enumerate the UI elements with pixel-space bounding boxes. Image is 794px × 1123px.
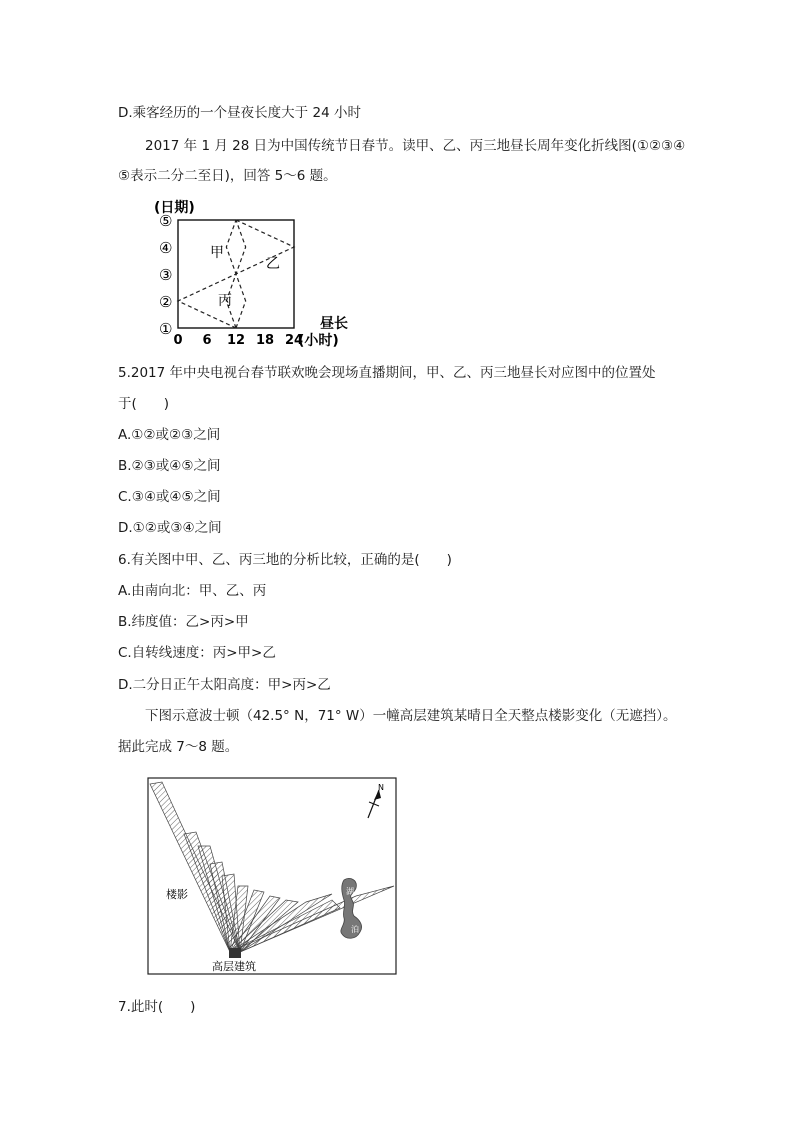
lake-label-2: 泊 (351, 925, 359, 934)
q5-option-a: A.①②或②③之间 (118, 427, 221, 443)
series-line-丙 (226, 220, 245, 328)
y-tick-label: ③ (159, 266, 173, 284)
y-tick-group (159, 212, 172, 338)
x-tick-label: 6 (202, 333, 212, 348)
series-label-jia: 甲 (210, 245, 224, 261)
intro-paragraph-2-line1: 下图示意波士顿（42.5° N，71° W）一幢高层建筑某晴日全天整点楼影变化（无遮挡）。 (145, 708, 677, 724)
q5-option-b: B.②③或④⑤之间 (118, 458, 221, 474)
shadow-label: 楼影 (166, 888, 188, 901)
intro-paragraph-2-line2: 据此完成 7～8 题。 (118, 739, 239, 755)
building-label: 高层建筑 (212, 960, 256, 973)
y-axis-label: (日期) (154, 200, 195, 216)
q6-stem: 6.有关图中甲、乙、丙三地的分析比较，正确的是( ) (118, 552, 452, 568)
x-axis-label-2: (小时) (298, 333, 339, 348)
x-tick-label: 0 (173, 333, 183, 348)
x-tick-group (173, 333, 303, 348)
x-tick-label: 18 (255, 333, 275, 348)
intro-paragraph-1-line1: 2017 年 1 月 28 日为中国传统节日春节。读甲、乙、丙三地昼长周年变化折线图(①②③④ (145, 138, 686, 154)
q5-option-c: C.③④或④⑤之间 (118, 489, 221, 505)
diagram-frame (148, 778, 396, 974)
y-tick-label: ① (159, 320, 173, 338)
x-axis-label-1: 昼长 (320, 316, 348, 332)
q6-option-b: B.纬度值：乙>丙>甲 (118, 614, 249, 630)
q4-option-d: D.乘客经历的一个昼夜长度大于 24 小时 (118, 105, 361, 121)
series-label-yi: 乙 (266, 256, 280, 272)
series-group (178, 220, 294, 328)
y-tick-label: ④ (159, 239, 173, 257)
north-label: N (378, 783, 384, 792)
y-tick-label: ② (159, 293, 173, 311)
building-shadow-diagram (146, 776, 398, 976)
q5-stem-line2: 于( ) (118, 396, 170, 412)
q6-option-c: C.自转线速度：丙>甲>乙 (118, 645, 276, 661)
q6-option-a: A.由南向北：甲、乙、丙 (118, 583, 267, 599)
lake-label-1: 湖 (346, 887, 354, 896)
building (229, 948, 241, 958)
x-tick-label: 12 (226, 333, 246, 348)
intro-paragraph-1-line2: ⑤表示二分二至日)，回答 5～6 题。 (118, 168, 337, 184)
q5-stem-line1: 5.2017 年中央电视台春节联欢晚会现场直播期间，甲、乙、丙三地昼长对应图中的位置处 (118, 365, 656, 381)
series-label-bing: 丙 (218, 293, 232, 309)
q7-stem: 7.此时( ) (118, 999, 196, 1015)
x-tick-label: 24 (284, 333, 304, 348)
y-tick-label: ⑤ (159, 212, 173, 230)
q5-option-d: D.①②或③④之间 (118, 520, 222, 536)
q6-option-d: D.二分日正午太阳高度：甲>丙>乙 (118, 677, 331, 693)
day-length-chart (150, 198, 380, 348)
